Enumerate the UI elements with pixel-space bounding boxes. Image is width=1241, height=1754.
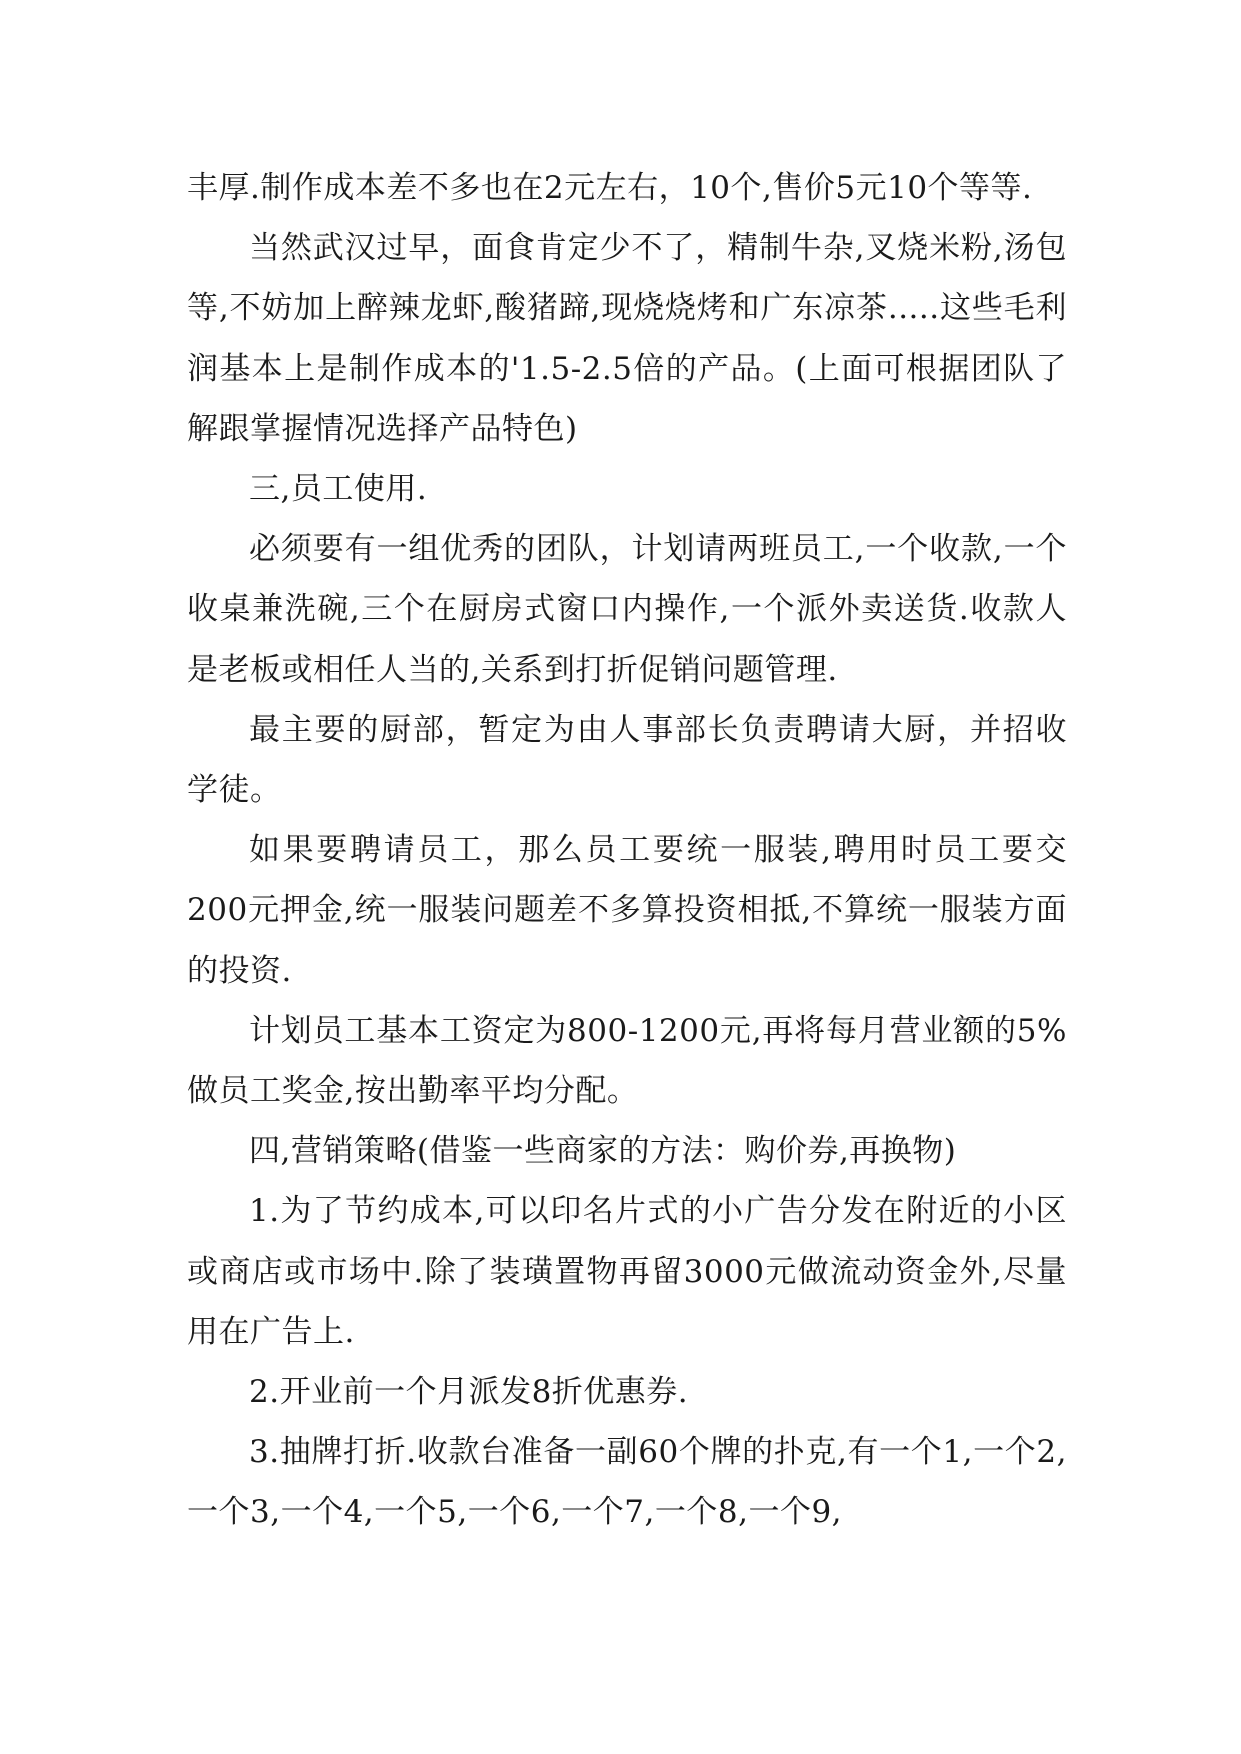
body-paragraph: 如果要聘请员工，那么员工要统一服装,聘用时员工要交200元押金,统一服装问题差不多算投资相抵,不算统一服装方面的投资. bbox=[187, 832, 1067, 989]
body-paragraph: 必须要有一组优秀的团队，计划请两班员工,一个收款,一个收桌兼洗碗,三个在厨房式窗口内操作,一个派外卖送货.收款人是老板或相任人当的,关系到打折促销问题管理. bbox=[187, 531, 1067, 688]
body-paragraph: 四,营销策略(借鉴一些商家的方法：购价券,再换物) bbox=[249, 1133, 957, 1170]
body-paragraph: 2.开业前一个月派发8折优惠券. bbox=[249, 1374, 689, 1411]
body-paragraph: 当然武汉过早，面食肯定少不了，精制牛杂,叉烧米粉,汤包等,不妨加上醉辣龙虾,酸猪蹄,现烧烧烤和广东凉茶.....这些毛利润基本上是制作成本的'1.5-2.5倍的产品。(上面可根据团队了解跟掌握情况选择产品特色) bbox=[187, 230, 1067, 447]
document-body bbox=[187, 158, 1067, 1543]
body-paragraph: 1.为了节约成本,可以印名片式的小广告分发在附近的小区或商店或市场中.除了装璜置物再留3000元做流动资金外,尽量用在广告上. bbox=[187, 1193, 1067, 1350]
body-paragraph: 丰厚.制作成本差不多也在2元左右，10个,售价5元10个等等. bbox=[187, 170, 1033, 206]
body-paragraph: 3.抽牌打折.收款台准备一副60个牌的扑克,有一个1,一个2,一个3,一个4,一个5,一个6,一个7,一个8,一个9, bbox=[187, 1434, 1067, 1531]
body-paragraph: 计划员工基本工资定为800-1200元,再将每月营业额的5%做员工奖金,按出勤率平均分配。 bbox=[187, 1012, 1067, 1110]
body-paragraph: 三,员工使用. bbox=[249, 471, 428, 508]
body-paragraph: 最主要的厨部，暂定为由人事部长负责聘请大厨，并招收学徒。 bbox=[187, 711, 1067, 809]
